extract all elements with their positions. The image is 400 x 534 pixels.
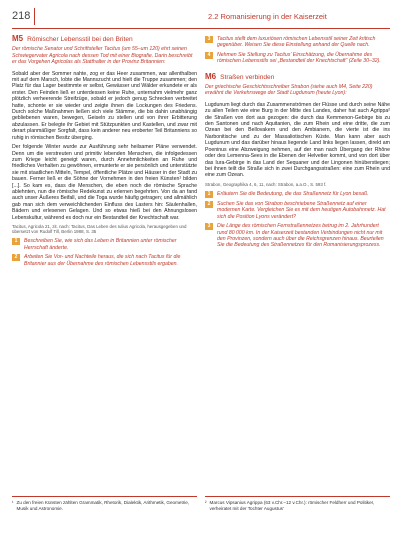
task-number: 3 [205,223,213,230]
task-text: Die Länge des römischen Fernstraßennetzes betrug im 2. Jahrhundert rund 80 000 km. In der Kaiserzeit bestanden Verbindungen nicht nur mit den Provinzen, sondern auch über die Reichsgrenzen hinaus. Beurteilen Sie die Bedeutung des Straßennetzes für den Romanisierungsprozess. [217,223,384,249]
left-column [12,36,197,270]
footnote-rule [12,496,197,497]
task-item [205,52,390,65]
task-item [12,254,197,267]
m6-intro: Der griechische Geschichtsschreiber Strabon (siehe auch M4, Seite 220) erwähnt die Verkehrswege der Stadt Lugdunum (heute Lyon): [205,84,373,97]
task-number: 2 [12,254,20,261]
footnote-rule [205,496,390,497]
m5-paragraph: Sobald aber der Sommer nahte, zog er das Heer zusammen, war allenthalben mit auf dem Marsch, lobte die Mannszucht und hielt die Truppe zusammen; den Platz für das Lager bestimmte er selbst, Gewässer und Wälder erkundete er als erster. Den Feinden ließ er unterdessen keine Ruhe, unternahm vielmehr ganz plötzlich verheerende Streifzüge, sobald er jedoch genug Schrecken verbreitet hatte, schonte er sie wieder und zeigte ihnen die Lockungen des Friedens. Durch solche Maßnahmen ließen sich viele Stämme, die bis dahin unabhängig gebliebenen waren, bewegen, Geiseln zu stellen und von ihrer Erbitterung abzulassen. Er belegte ihr Gebiet mit Stützpunkten und Kastellen, und zwar mit derart planmäßiger Sorgfalt, dass kein anderer neu eroberter Teil Britanniens so ruhig in römischen Besitz überging. [12,70,197,141]
page-header [0,0,400,34]
m5-paragraph: Der folgende Winter wurde zur Ausführung sehr heilsamer Pläne verwendet. Denn um die verstreuten und primitiv lebenden Menschen, die infolgedessen zum Kriege leicht geneigt waren, durch Annehmlichkeiten an Ruhe und friedliches Verhalten zu gewöhnen, ermunterte er sie persönlich und unterstützte sie mit staatlichen Mitteln, Tempel, öffentliche Plätze und Häuser in der Stadt zu bauen. Ferner ließ er die Söhne der Vornehmen in den freien Künsten¹ bilden [...]. So kam es, dass die Menschen, die eben noch die römische Sprache ablehnten, nun die römische Redekunst zu erlernen begehrten. Von da an fand auch unser Äußeres Beifall, und die Toga wurde häufig getragen; und allmählich gab man sich dem verweichlichenden Einfluss des Lasters hin: Säulenhallen, Bädern und erlesenen Gelagen. Und so etwas hieß bei den Ahnungslosen Lebenskultur, während es doch nur ein Bestandteil der Knechtschaft war. [12,144,197,221]
task-number: 1 [205,191,213,198]
right-column [205,36,390,252]
m5-label: M5 [12,34,24,43]
task-text: Suchen Sie das von Strabon beschriebene Straßennetz auf einer modernen Karte. Vergleichen Sie es mit dem heutigen Autobahnnetz. Hat sich die Position Lyons verändert? [217,200,386,220]
footnote-mark: ¹ [12,500,14,505]
task-item [205,36,390,49]
m5-source: Tacitus, Agricola 21, zit. nach: Tacitus, Das Leben des Iulius Agricola, herausgegeben und übersetzt von Rudolf Till, Berlin 1988, S. 35 [12,223,187,235]
task-text: Tacitus stellt dem luxuriösen römischen Lebensstil seiner Zeit kritisch gegenüber. Weisen Sie diese Einstellung anhand der Quelle nach. [217,36,376,49]
task-number: 1 [12,238,20,245]
m5-intro: Der römische Senator und Schriftsteller Tacitus (um 55–um 120) ehrt seinen Schwiegervater Agricola nach dessen Tod mit einer Biografie. Darin beschreibt er das Vorgehen Agricolas als Statthalter in der Provinz Britannien: [12,46,193,66]
m6-title: Straßen verbinden [220,73,275,81]
task-text: Erläutern Sie die Bedeutung, die das Straßennetz für Lyon besaß. [217,190,369,197]
task-text: Nehmen Sie Stellung zu Tacitus' Einschätzung, die Übernahme des römischen Lebensstils sei „Bestandteil der Knechtschaft“ (Zeile 30–32). [217,51,381,65]
task-item [205,201,390,220]
header-divider [34,8,35,25]
task-number: 2 [205,201,213,208]
m5-heading [12,36,197,43]
footnote-mark: ² [205,500,207,505]
task-item [205,223,390,249]
page-number: 218 [12,10,31,22]
footnote-text: Zu den freien Künsten zählten Grammatik, Rhetorik, Dialektik, Arithmetik, Geometrie, Musik und Astronomie. [16,500,190,511]
task-text: Beschreiben Sie, wie sich das Leben in Britannien unter römischer Herrschaft änderte. [24,238,177,251]
header-rule [12,28,390,29]
m6-source: Strabon, Geographika 4, 6, 11, nach: Strabon, a.a.O., S. 593 f. [205,181,327,187]
task-item [12,238,197,251]
footnote-text: Marcus Vipsanius Agrippa (63 v.Chr.–12 v.Chr.): römischer Feldherr und Politiker, verheiratet mit der Tochter Augustus' [209,500,375,511]
m6-label: M6 [205,71,217,81]
task-text: Arbeiten Sie Vor- und Nachteile heraus, die sich nach Tacitus für die Britannier aus der Übernahme des römischen Lebensstils ergaben. [24,254,181,267]
footnote-left [12,496,197,511]
task-number: 3 [205,36,213,43]
chapter-title: 2.2 Romanisierung in der Kaiserzeit [208,12,327,21]
footnote-right [205,496,390,511]
task-item [205,191,390,198]
m6-paragraph: Lugdunum liegt durch das Zusammenströmen der Flüsse und durch seine Nähe zu allen Teilen wie eine Burg in der Mitte des Landes, daher hat auch Agrippa² die Straßen von dort aus gezogen: die durch das Kemmenon-Gebirge bis zu den Santonen und nach Aquitanien, die zum Rhein und eine dritte, die zum Ozean bei den Bellovakern und den Ambianern, die vierte ist die ins Narbonitische und zu der Massaliotischen Küste. Man kann aber auch Lugdunum und das darüber hinaus liegende Land links liegen lassen, direkt am Poeninus eine Abzweigung nehmen, auf der man nach Übergang der Rhône oder des Lemenna-Sees in die Ebenen der Helvetier kommt, und von dort über das Iura-Gebirge in das Land der Sequaner und der Lingonen hinüberstiegen; bei ihnen teilt die Straße sich in zwei Durchgangsstraßen: eine zum Rhein und eine zum Ozean. [205,101,390,179]
task-number: 4 [205,52,213,59]
m5-title: Römischer Lebensstil bei den Briten [27,36,133,43]
m6-heading [205,71,390,81]
